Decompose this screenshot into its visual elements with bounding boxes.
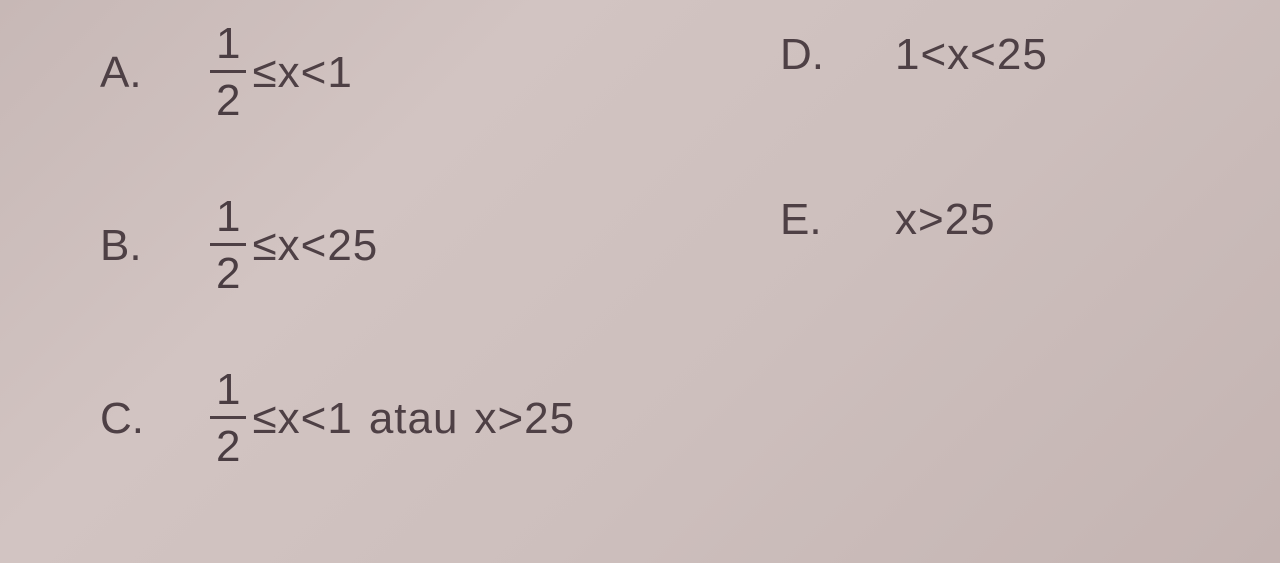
- option-b-expression: ≤x<25: [252, 220, 379, 270]
- option-b[interactable]: [100, 192, 379, 298]
- option-c-expression-part2: x>25: [474, 393, 576, 443]
- option-a-denominator: 2: [216, 76, 241, 125]
- option-d-expression: 1<x<25: [895, 30, 1048, 79]
- option-a-fraction: [210, 19, 246, 125]
- option-d[interactable]: [780, 30, 1048, 80]
- option-c-connector: atau: [368, 393, 459, 443]
- option-c-denominator: 2: [216, 422, 241, 471]
- option-a-numerator: 1: [210, 22, 246, 73]
- option-c-fraction: [210, 365, 246, 471]
- option-a-letter: A.: [100, 47, 142, 97]
- option-a-expression: ≤x<1: [252, 47, 353, 97]
- option-c-numerator: 1: [210, 368, 246, 419]
- option-b-denominator: 2: [216, 249, 241, 298]
- option-b-fraction: [210, 192, 246, 298]
- option-c-expression: [252, 394, 575, 444]
- option-b-numerator: 1: [210, 195, 246, 246]
- option-e-expression: x>25: [895, 195, 996, 244]
- option-e-letter: E.: [780, 195, 822, 244]
- option-d-letter: D.: [780, 30, 824, 79]
- option-c[interactable]: [100, 365, 576, 471]
- option-c-letter: C.: [100, 393, 144, 443]
- option-c-expression-part1: ≤x<1: [252, 393, 353, 443]
- option-e[interactable]: [780, 195, 996, 245]
- option-a[interactable]: [100, 19, 353, 125]
- option-b-letter: B.: [100, 220, 142, 270]
